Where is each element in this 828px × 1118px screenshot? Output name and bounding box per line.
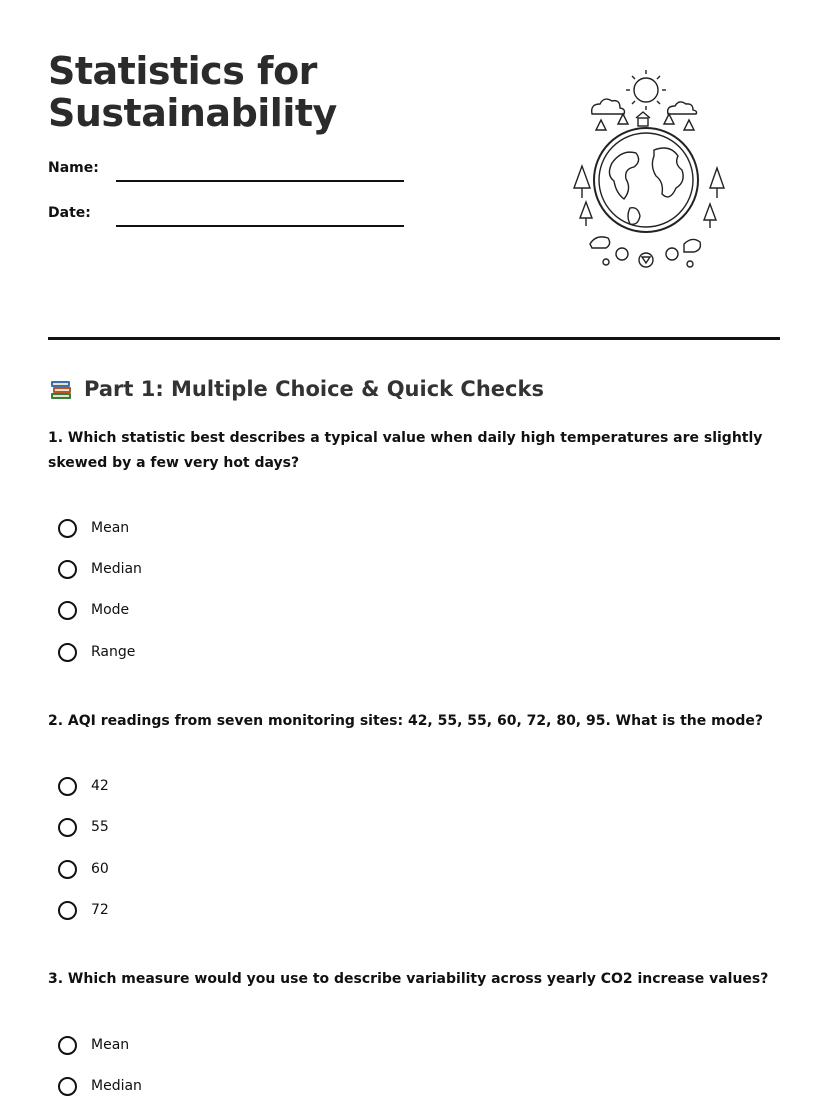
- q3-option-mean[interactable]: [58, 1033, 129, 1057]
- part1-title: Part 1: Multiple Choice & Quick Checks: [84, 377, 544, 401]
- radio-button[interactable]: [58, 601, 77, 620]
- question-2: 2. AQI readings from seven monitoring sites: 42, 55, 55, 60, 72, 80, 95. What is the mode?: [48, 713, 763, 729]
- option-label: Median: [91, 561, 142, 577]
- option-label: Median: [91, 1078, 142, 1094]
- option-label: Range: [91, 644, 136, 660]
- option-label: 42: [91, 778, 109, 794]
- date-input-line[interactable]: [116, 225, 404, 227]
- sun-icon: [626, 70, 666, 110]
- option-label: 72: [91, 902, 109, 918]
- cloud-icon: [592, 99, 625, 114]
- radio-button[interactable]: [58, 1036, 77, 1055]
- radio-button[interactable]: [58, 1077, 77, 1096]
- worksheet-title: [48, 50, 337, 134]
- title-line-2: Sustainability: [48, 91, 337, 135]
- q1-option-mean[interactable]: [58, 516, 129, 540]
- date-label: Date:: [48, 205, 91, 221]
- books-icon: [48, 376, 74, 402]
- earth-globe-icon: [560, 68, 732, 280]
- radio-button[interactable]: [58, 860, 77, 879]
- name-input-line[interactable]: [116, 180, 404, 182]
- date-field: [48, 205, 91, 221]
- question-1: 1. Which statistic best describes a typical value when daily high temperatures are slightly skewed by a few very hot days?: [48, 430, 763, 471]
- name-field: [48, 160, 99, 176]
- name-label: Name:: [48, 160, 99, 176]
- q2-option-42[interactable]: [58, 774, 109, 798]
- option-label: Mode: [91, 602, 130, 618]
- q2-option-72[interactable]: [58, 898, 109, 922]
- q1-option-mode[interactable]: [58, 598, 129, 622]
- radio-button[interactable]: [58, 643, 77, 662]
- title-line-1: Statistics for: [48, 49, 317, 93]
- part1-heading: [48, 374, 544, 404]
- cloud-icon: [668, 102, 697, 114]
- q2-option-60[interactable]: [58, 857, 109, 881]
- option-label: Mean: [91, 1037, 130, 1053]
- radio-button[interactable]: [58, 777, 77, 796]
- radio-button[interactable]: [58, 818, 77, 837]
- section-divider: [48, 337, 780, 340]
- q1-option-range[interactable]: [58, 640, 135, 664]
- option-label: 55: [91, 819, 109, 835]
- radio-button[interactable]: [58, 901, 77, 920]
- q2-option-55[interactable]: [58, 815, 109, 839]
- radio-button[interactable]: [58, 519, 77, 538]
- q1-option-median[interactable]: [58, 557, 142, 581]
- q3-option-median[interactable]: [58, 1074, 142, 1098]
- option-label: Mean: [91, 520, 130, 536]
- option-label: 60: [91, 861, 109, 877]
- question-3: 3. Which measure would you use to describe variability across yearly CO2 increase values?: [48, 971, 769, 987]
- radio-button[interactable]: [58, 560, 77, 579]
